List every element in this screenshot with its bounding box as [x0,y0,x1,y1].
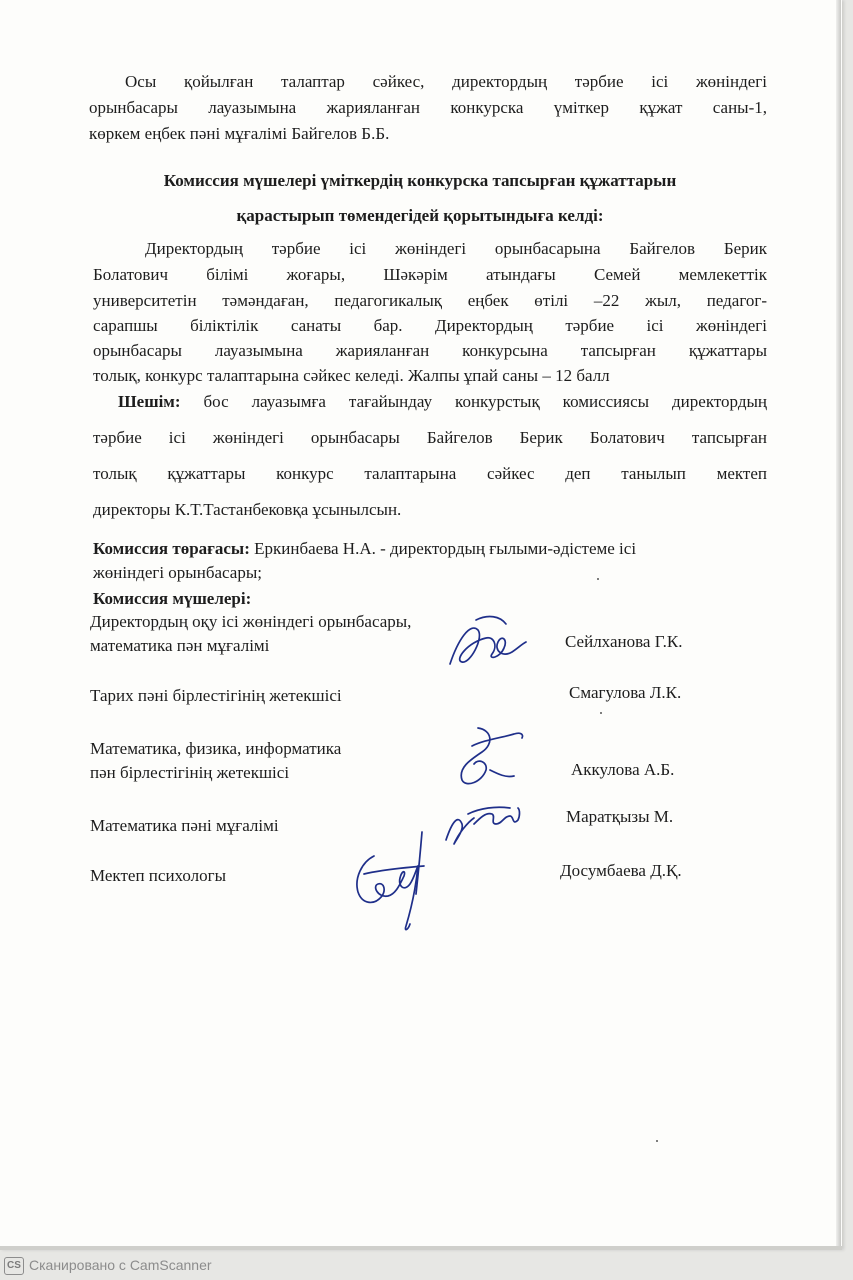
scan-speck [597,578,599,580]
members-label: Комиссия мүшелері: [93,589,252,608]
signature-3 [440,800,530,852]
chair-text: Еркинбаева Н.А. - директордың ғылыми-әдістеме ісі [254,539,637,558]
heading-line-2: қарастырып төмендегідей қорытындыға келді: [236,206,604,225]
chair-label: Комиссия төрағасы: [93,539,250,558]
member-1-role-line-1: Директордың оқу ісі жөніндегі орынбасары, [90,612,412,631]
member-3-role-line-2: пән бірлестігінің жетекшісі [90,763,290,782]
member-5-name: Досумбаева Д.Қ. [560,861,682,880]
page-edge-bottom [0,1246,842,1250]
chair-line-2: жөніндегі орынбасары; [93,563,262,582]
scan-speck [656,1140,658,1142]
camscanner-logo: CS [4,1257,24,1275]
decision-first: бос лауазымға тағайындау конкурстық комиссиясы директордың [203,392,768,411]
decision-line-2: тәрбие ісі жөніндегі орынбасары Байгелов Берик Болатович тапсырған [93,428,767,447]
intro-line-3: көркем еңбек пәні мұғалімі Байгелов Б.Б. [89,124,390,143]
heading-line-1: Комиссия мүшелері үміткердің конкурска тапсырған құжаттарын [163,171,677,190]
body-line-3: университетін тәмәндаған, педагогикалық еңбек өтілі –22 жыл, педагог- [93,291,767,310]
member-4-role: Математика пәні мұғалімі [90,816,279,835]
camscanner-watermark: Сканировано с CamScanner [29,1257,212,1273]
decision-line-3: толық құжаттары конкурс талаптарына сәйкес деп танылып мектеп [93,464,767,483]
body-line-1: Директордың тәрбие ісі жөніндегі орынбасарына Байгелов Берик [145,239,767,258]
body-line-6: толық, конкурс талаптарына сәйкес келеді. Жалпы ұпай саны – 12 балл [93,366,610,385]
chair-line-1 [93,539,636,559]
member-3-name: Аккулова А.Б. [571,760,675,779]
member-4-name: Маратқызы М. [566,807,674,826]
intro-line-2: орынбасары лауазымына жарияланған конкурска үміткер құжат саны-1, [89,98,767,117]
body-line-5: орынбасары лауазымына жарияланған конкурсына тапсырған құжаттары [93,341,767,360]
member-5-role: Мектеп психологы [90,866,227,885]
decision-line-1 [118,392,767,412]
decision-label: Шешім: [118,392,181,411]
decision-line-4: директоры К.Т.Тастанбековқа ұсынылсын. [93,500,402,519]
page-edge [836,0,841,1250]
member-2-role: Тарих пәні бірлестігінің жетекшісі [90,686,342,705]
member-2-name: Смагулова Л.К. [569,683,682,702]
body-line-4: сарапшы біліктілік санаты бар. Директордың тәрбие ісі жөніндегі [93,316,767,335]
signature-2 [448,724,528,794]
signature-4 [344,826,444,934]
member-1-role-line-2: математика пән мұғалімі [90,636,270,655]
member-3-role-line-1: Математика, физика, информатика [90,739,342,758]
scan-speck [600,712,602,714]
member-1-name: Сейлханова Г.К. [565,632,683,651]
body-line-2: Болатович білімі жоғары, Шәкәрім атындағы Семей мемлекеттік [93,265,767,284]
intro-line-1: Осы қойылған талаптар сәйкес, директордың тәрбие ісі жөніндегі [125,72,767,91]
signature-1 [440,612,530,682]
